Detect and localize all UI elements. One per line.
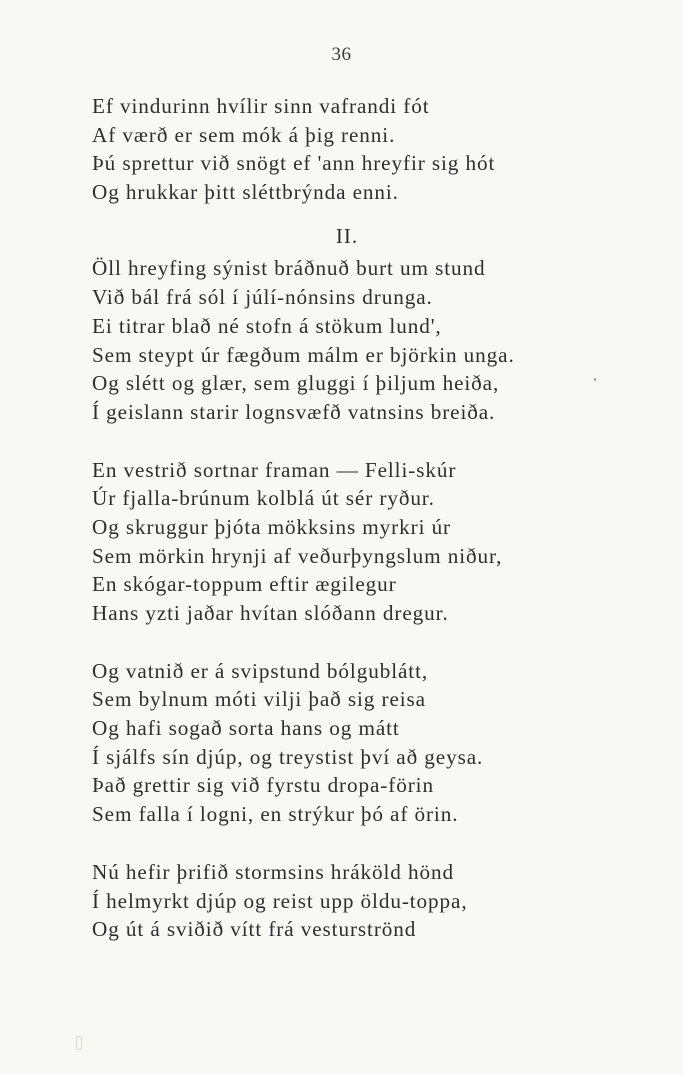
stanza-5 [92,858,652,944]
stanza-divider [92,628,652,657]
poem-line: Af værð er sem mók á þig renni. [92,122,396,147]
poem-line: Sem bylnum móti vilji það sig reisa [92,687,426,712]
poem-line: Sem mörkin hrynji af veðurþyngslum niður, [92,543,503,568]
poem-line: Sem falla í logni, en strýkur þó af örin. [92,802,459,827]
poem-line: Og út á sviðið vítt frá vesturströnd [92,917,417,942]
poem-line: Öll hreyfing sýnist bráðnuð burt um stund [92,256,486,281]
poem-line: Og hrukkar þitt sléttbrýnda enni. [92,180,399,205]
stanza-divider [92,829,652,858]
poem-line: Og skruggur þjóta mökksins myrkri úr [92,514,452,539]
stanza-4 [92,657,652,829]
stanza-3 [92,456,652,628]
poem-line: Ei titrar blað né stofn á stökum lund', [92,313,442,338]
stanza-divider [92,427,652,456]
section-heading: II. [335,223,359,248]
poem-line: Í helmyrkt djúp og reist upp öldu-toppa, [92,888,468,913]
poem-line: Í geislann starir lognsvæfð vatnsins breiða. [92,399,496,424]
poem-line: Hans yzti jaðar hvítan slóðann dregur. [92,601,449,625]
page-number: 36 [331,44,352,65]
poem-line: En vestrið sortnar framan — Felli-skúr [92,457,457,482]
poem-line: Það grettir sig við fyrstu dropa-förin [92,773,434,798]
poem-line: Ef vindurinn hvílir sinn vafrandi fót [92,94,430,118]
poem-line: Og vatnið er á svipstund bólgublátt, [92,658,429,683]
poem-line: Og slétt og glær, sem gluggi í þiljum heiða, [92,371,500,396]
stanza-2 [92,254,652,426]
poem-line: Úr fjalla-brúnum kolblá út sér ryður. [92,486,435,511]
poem-line: Þú sprettur við snögt ef 'ann hreyfir sig hót [92,151,496,176]
poem-line: Í sjálfs sín djúp, og treystist því að geysa. [92,744,484,769]
ink-speck [594,378,596,381]
poem-line: En skógar-toppum eftir ægilegur [92,572,397,597]
poem-line: Nú hefir þrifið stormsins hráköld hönd [92,859,454,884]
paper-mark [76,1036,82,1050]
poem-text [92,92,652,944]
stanza-1 [92,92,652,207]
poem-line: Sem steypt úr fægðum málm er björkin unga. [92,342,515,367]
poem-line: Og hafi sogað sorta hans og mátt [92,716,400,741]
poem-line: Við bál frá sól í júlí-nónsins drunga. [92,285,433,310]
